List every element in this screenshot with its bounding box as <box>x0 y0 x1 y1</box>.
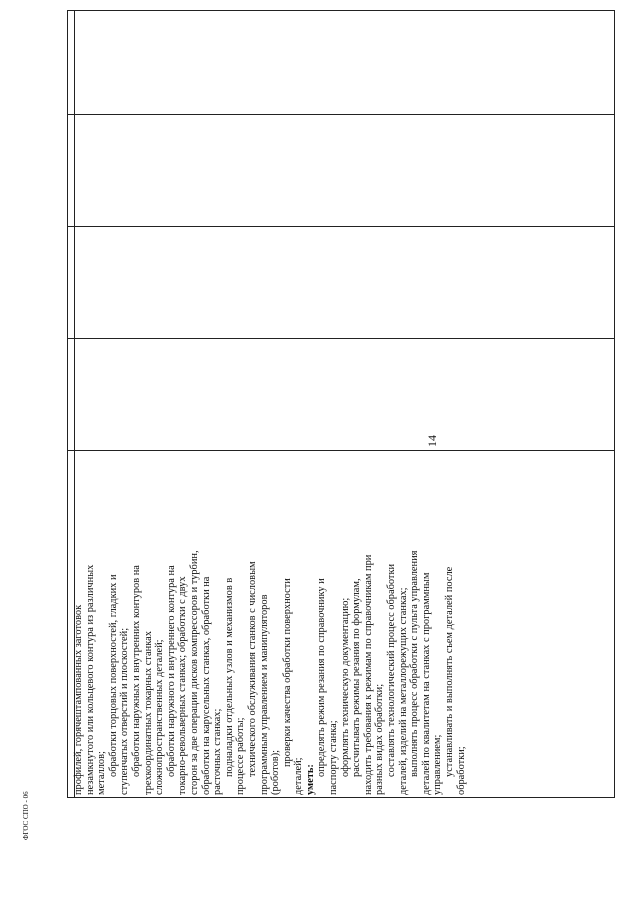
text-line: токарно-револьверных станках; обработки с двух <box>177 576 189 795</box>
text-line: деталей, изделий на металлорежущих станках; <box>397 587 409 795</box>
text-line: деталей по квалитетам на станках с программным <box>420 572 432 795</box>
table-divider <box>68 226 614 227</box>
page-number: 14 <box>425 435 439 447</box>
text-line: трехкоординатных токарных станках <box>142 631 154 795</box>
text-line: устанавливать и выполнять съем деталей после <box>444 566 455 777</box>
text-line: управлением; <box>432 734 444 795</box>
table-divider <box>68 114 614 115</box>
table-divider <box>68 338 614 339</box>
text-line: процессе работы; <box>235 717 247 795</box>
text-line: обработки наружных и внутренних контуров на <box>130 565 142 777</box>
text-line: выполнять процесс обработки с пульта управления <box>409 550 421 777</box>
text-line: сложнопространственных деталей; <box>154 639 166 795</box>
text-line: металлов; <box>96 751 108 795</box>
footer-label: ФГОС СПО - 06 <box>22 791 30 840</box>
skills-heading: уметь: <box>304 764 316 795</box>
text-line: разных видах обработки; <box>374 683 386 795</box>
skills-heading-line <box>305 455 317 795</box>
text-line: технического обслуживания станков с числовым <box>246 561 258 777</box>
text-line: паспорту станка; <box>328 720 340 795</box>
text-line: (роботов); <box>270 749 282 795</box>
text-line: проверки качества обработки поверхности <box>281 578 293 767</box>
text-line: рассчитывать режимы резания по формулам, <box>351 578 363 777</box>
text-line: программным управлением и манипуляторов <box>258 594 270 795</box>
text-line: определять режим резания по справочнику и <box>316 578 328 777</box>
text-line: обработки на карусельных станках, обработки на <box>200 576 212 795</box>
text-line: деталей; <box>293 757 305 795</box>
text-line: составлять технологический процесс обработки <box>386 563 398 777</box>
table-divider <box>68 450 614 451</box>
text-line: оформлять техническую документацию; <box>339 597 351 777</box>
text-line: сторон за две операции дисков компрессоров и турбин, <box>188 550 200 795</box>
text-line: подналадки отдельных узлов и механизмов в <box>223 577 235 777</box>
text-line: ступенчатых отверстий и плоскостей; <box>119 627 131 795</box>
text-line: обработки торцовых поверхностей, гладких и <box>107 574 119 777</box>
text-line: расточных станках; <box>212 708 224 795</box>
text-line: незамкнутого или кольцевого контура из различных <box>84 564 96 795</box>
text-line: обработки наружного и внутреннего контура на <box>165 565 177 777</box>
text-line: находить требования к режимам по справочникам при <box>362 554 374 795</box>
text-line: обработки; <box>455 746 467 795</box>
requirements-cell <box>73 455 553 795</box>
text-line: профилей, горячештампованных заготовок <box>73 604 84 795</box>
